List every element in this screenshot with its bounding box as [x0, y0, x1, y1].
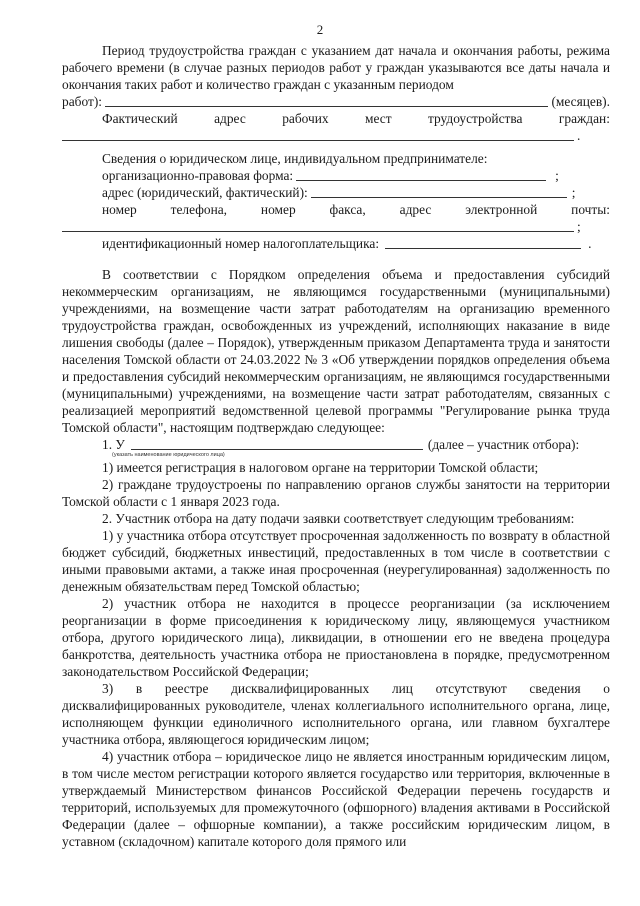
period-suffix: (месяцев). [551, 94, 610, 109]
item1-2: 2) граждане трудоустроены по направлению органов службы занятости на территории Томской области с 1 января 2023 года. [62, 477, 610, 509]
item2-1: 1) у участника отбора отсутствует просроченная задолженность по возврату в областной бюджет субсидий, бюджетных инвестиций, предоставленных в том числе в соответствии с иными правовыми актами, а также иная просроченная (неурегулированная) задолженность по денежным обязательствам перед Томской областью; [62, 528, 610, 594]
legal-heading: Сведения о юридическом лице, индивидуальном предпринимателе: [102, 151, 488, 166]
item2-3: 3) в реестре дисквалифицированных лиц отсутствуют сведения о дисквалифицированных руководителе, членах коллегиального исполнительного органа, лице, исполняющем функции единоличного исполнительного органа, или главном бухгалтере участника отбора, являющегося юридическим лицом; [62, 681, 610, 747]
address-word: граждан: [558, 111, 610, 126]
address-end: . [577, 128, 581, 143]
item1-caption: (указать наименование юридического лица) [112, 452, 225, 458]
contacts-blank-line [62, 218, 610, 235]
main-paragraph: В соответствии с Порядком определения объема и предоставления субсидий некоммерческим организациям, не являющимся государственными (муниципальными) учреждениями, на возмещение части затрат работодателям на организацию временного трудоустройства граждан, освобожденных из учреждений, исполняющих наказание в виде лишения свободы (далее – Порядок), утвержденным приказом Департамента труда и занятости населения Томской области от 24.03.2022 № 3 «Об утверждении порядков определения объема и предоставления субсидий некоммерческим организациям, не являющимся государственными (муниципальными) учреждениями, на возмещение части затрат работодателям, связанных с реализацией мероприятий ведомственной целевой программы "Регулирование рынка труда Томской области", настоящим подтверждаю следующее: [62, 267, 610, 435]
contacts-word: электронной [465, 202, 538, 217]
inn-line [62, 235, 610, 252]
address-word: мест [365, 111, 392, 126]
document-body [62, 42, 610, 850]
contacts-word: факса, [329, 202, 366, 217]
inn-label: идентификационный номер налогоплательщика: [102, 236, 380, 251]
legal-address-end: ; [571, 185, 576, 200]
contacts-word: телефона, [170, 202, 228, 217]
form-end: ; [555, 168, 559, 183]
period-blank[interactable] [105, 95, 548, 107]
period-paragraph: Период трудоустройства граждан с указанием дат начала и окончания работы, режима рабочего времени (в случае разных периодов работ у граждан указываются все даты начала и окончания таких работ и количество граждан с указанным периодом [62, 43, 610, 92]
address-line [62, 110, 610, 127]
legal-address-blank[interactable] [311, 186, 567, 198]
item1-prefix: 1. У [102, 437, 125, 452]
page-number: 2 [316, 22, 324, 37]
contacts-word: почты: [571, 202, 610, 217]
address-word: Фактический [102, 111, 178, 126]
item2-2: 2) участник отбора не находится в процессе реорганизации (за исключением реорганизации в форме присоединения к юридическому лицу, являющемуся участником отбора, другого юридического лица), ликвидации, в отношении его не введена процедура банкротства, деятельность участника отбора не приостановлена в порядке, предусмотренном законодательством Российской Федерации; [62, 596, 610, 679]
form-blank[interactable] [296, 169, 546, 181]
contacts-blank[interactable] [62, 220, 574, 232]
address-word: адрес [214, 111, 246, 126]
address-word: рабочих [282, 111, 329, 126]
legal-address-label: адрес (юридический, фактический): [102, 185, 308, 200]
inn-end: . [588, 236, 592, 251]
item1-line [62, 436, 610, 453]
contacts-line [62, 201, 610, 218]
address-word: трудоустройства [428, 111, 523, 126]
contacts-word: адрес [399, 202, 432, 217]
form-line [62, 167, 610, 184]
period-label: работ): [62, 94, 103, 109]
contacts-word: номер [260, 202, 296, 217]
contacts-end: ; [577, 219, 581, 234]
item2-4: 4) участник отбора – юридическое лицо не является иностранным юридическим лицом, в том числе местом регистрации которого является государство или территория, включенные в утверждаемый Министерством финансов Российской Федерации перечень государств и территорий, используемых для промежуточного (офшорного) владения активами в Российской Федерации (далее – офшорные компании), а также российским юридическим лицом, в уставном (складочном) капитале которого доля прямого или [62, 749, 610, 849]
form-label: организационно-правовая форма: [102, 168, 294, 183]
inn-blank[interactable] [385, 237, 581, 249]
item2: 2. Участник отбора на дату подачи заявки соответствует следующим требованиям: [102, 511, 575, 526]
period-line [62, 93, 610, 110]
item1-blank[interactable] [131, 438, 423, 450]
contacts-word: номер [102, 202, 137, 217]
item1-suffix: (далее – участник отбора): [427, 437, 580, 452]
address-blank-line [62, 127, 610, 144]
item1-1: 1) имеется регистрация в налоговом органе на территории Томской области; [102, 460, 539, 475]
legal-address-line [62, 184, 610, 201]
address-blank[interactable] [62, 129, 574, 141]
